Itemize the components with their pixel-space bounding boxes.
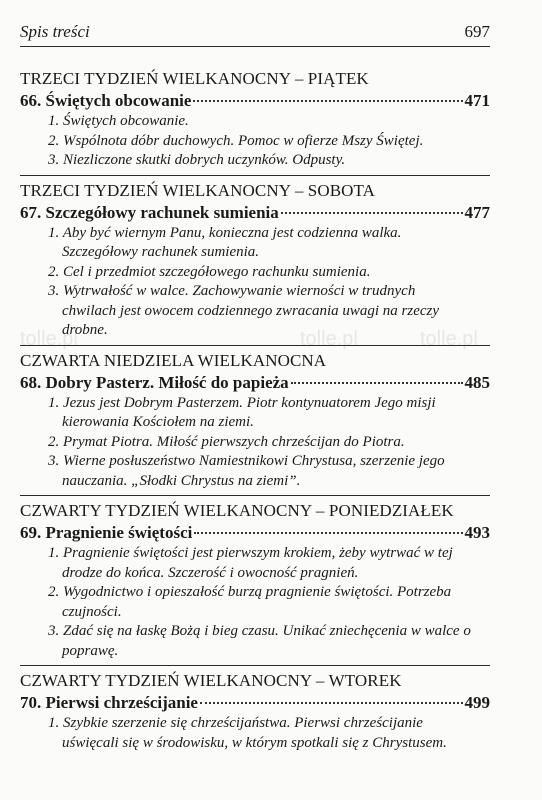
liturgical-day-heading: CZWARTA NIEDZIELA WIELKANOCNA: [20, 350, 327, 370]
dot-leader: [194, 532, 462, 534]
toc-section: [20, 665, 490, 753]
toc-entry: [20, 202, 490, 224]
entry-page: 485: [464, 372, 490, 392]
meditation-point: 1. Jezus jest Dobrym Pasterzem. Piotr kontynuatorem Jego misji kierowania Kościołem na ziemi.: [48, 394, 436, 430]
dot-leader: [291, 382, 463, 384]
entry-number: 66.: [20, 91, 42, 110]
toc-section: [20, 495, 490, 661]
toc-section: [20, 68, 490, 171]
meditation-point: 2. Wygodnictwo i opieszałość burzą pragnienie świętości. Potrzeba czujności.: [48, 584, 452, 620]
entry-title: Świętych obcowanie: [45, 91, 192, 110]
entry-number: 69.: [20, 523, 42, 542]
liturgical-day-heading: TRZECI TYDZIEŃ WIELKANOCNY – PIĄTEK: [20, 69, 369, 88]
meditation-point: 1. Szybkie szerzenie się chrześcijaństwa. Pierwsi chrześcijanie uświęcali się w środowisku, w którym spotkali się z Chrystusem.: [48, 715, 447, 751]
entry-page: 471: [464, 91, 490, 110]
entry-page: 477: [464, 202, 490, 222]
meditation-point: 2. Prymat Piotra. Miłość pierwszych chrześcijan do Piotra.: [48, 433, 405, 450]
meditation-point: 2. Wspólnota dóbr duchowych. Pomoc w ofierze Mszy Świętej.: [48, 132, 424, 149]
entry-page: 499: [464, 693, 490, 712]
watermark-text: tolle.pl: [420, 328, 478, 350]
meditation-points: [48, 714, 490, 753]
toc-section: [20, 345, 490, 492]
page-number: 697: [464, 22, 490, 41]
meditation-point: 3. Wytrwałość w walce. Zachowywanie wierności w trudnych chwilach jest owocem codziennego zwracania uwagi na rzeczy drobne.: [48, 283, 440, 338]
dot-leader: [200, 702, 463, 704]
entry-number: 70.: [20, 693, 42, 712]
meditation-points: [48, 112, 490, 171]
meditation-point: 1. Pragnienie świętości jest pierwszym krokiem, żeby wytrwać w tej drodze do końca. Szczerość i owocność pragnień.: [48, 545, 453, 581]
entry-title: Pierwsi chrześcijanie: [45, 693, 198, 712]
entry-number: 68.: [20, 372, 42, 392]
running-head: [20, 20, 490, 47]
table-of-contents: [20, 66, 490, 753]
toc-entry: [20, 522, 490, 544]
entry-page: 493: [464, 523, 490, 542]
watermark-text: tolle.pl: [20, 328, 78, 350]
toc-entry: [20, 90, 490, 112]
meditation-points: [48, 224, 490, 341]
liturgical-day-heading: CZWARTY TYDZIEŃ WIELKANOCNY – WTOREK: [20, 671, 402, 690]
entry-title: Pragnienie świętości: [45, 523, 193, 542]
meditation-points: [48, 544, 490, 661]
dot-leader: [193, 100, 462, 102]
meditation-points: [48, 394, 490, 492]
toc-entry: [20, 372, 490, 394]
meditation-point: 1. Świętych obcowanie.: [48, 113, 189, 129]
dot-leader: [281, 212, 463, 214]
watermark-text: tolle.pl: [300, 328, 358, 350]
meditation-point: 3. Niezliczone skutki dobrych uczynków. Odpusty.: [48, 152, 346, 168]
meditation-point: 1. Aby być wiernym Panu, konieczna jest codzienna walka. Szczegółowy rachunek sumienia.: [48, 224, 402, 260]
entry-title: Dobry Pasterz. Miłość do papieża: [45, 372, 289, 392]
meditation-point: 3. Zdać się na łaskę Bożą i bieg czasu. Unikać zniechęcenia w walce o poprawę.: [48, 623, 471, 659]
toc-section: [20, 175, 490, 341]
liturgical-day-heading: TRZECI TYDZIEŃ WIELKANOCNY – SOBOTA: [20, 180, 376, 200]
entry-number: 67.: [20, 202, 42, 222]
running-head-title: Spis treści: [20, 22, 90, 41]
liturgical-day-heading: CZWARTY TYDZIEŃ WIELKANOCNY – PONIEDZIAŁEK: [20, 501, 454, 520]
entry-title: Szczegółowy rachunek sumienia: [45, 202, 279, 222]
toc-entry: [20, 692, 490, 714]
meditation-point: 2. Cel i przedmiot szczegółowego rachunku sumienia.: [48, 263, 371, 280]
meditation-point: 3. Wierne posłuszeństwo Namiestnikowi Chrystusa, szerzenie jego nauczania. „Słodki Chrystus na ziemi”.: [48, 453, 445, 489]
